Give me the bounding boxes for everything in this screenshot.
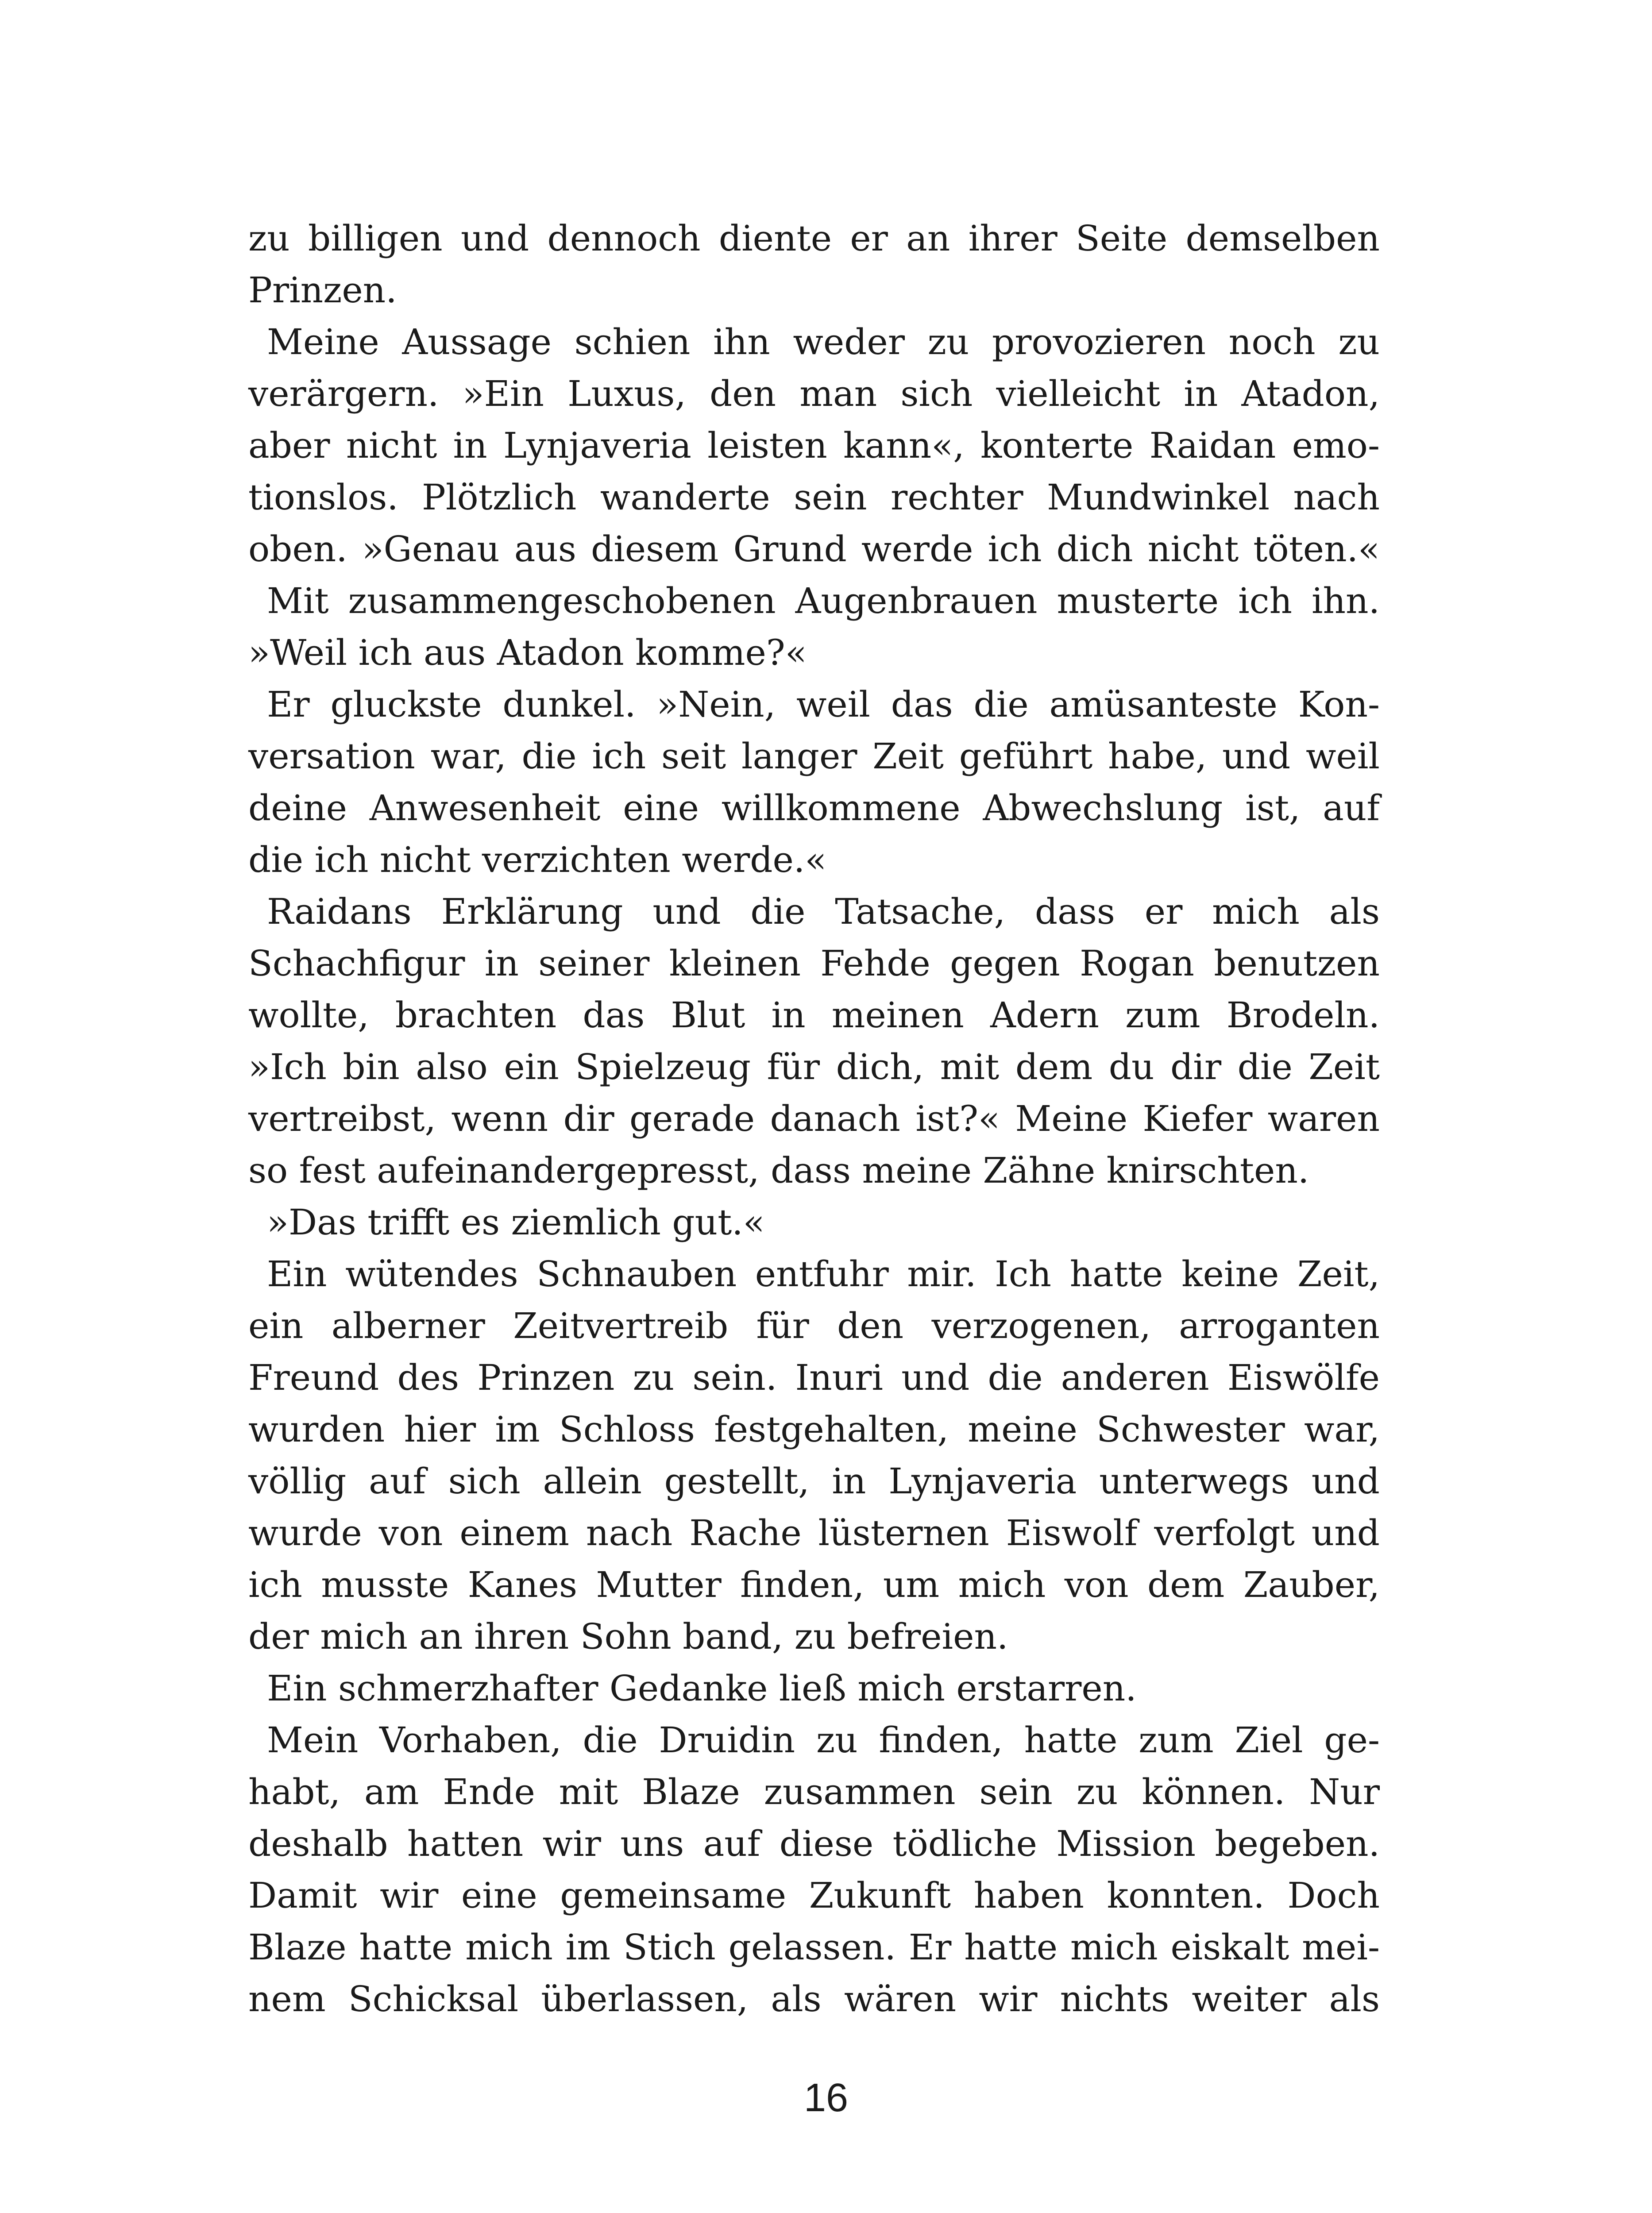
text-line: aber nicht in Lynjaveria leisten kann«, konterte Raidan emo- — [248, 425, 1380, 466]
text-line: verärgern. »Ein Luxus, den man sich vielleicht in Atadon, — [248, 373, 1380, 414]
text-line: Schachfigur in seiner kleinen Fehde gegen Rogan benutzen — [248, 943, 1380, 984]
text-line: oben. »Genau aus diesem Grund werde ich dich nicht töten.« — [248, 528, 1380, 570]
text-line: »Ich bin also ein Spielzeug für dich, mit dem du dir die Zeit — [248, 1046, 1380, 1087]
text-line: vertreibst, wenn dir gerade danach ist?« Meine Kiefer waren — [248, 1098, 1380, 1139]
text-line: Prinzen. — [248, 270, 397, 311]
text-line: so fest aufeinandergepresst, dass meine Zähne knirschten. — [248, 1150, 1309, 1191]
text-line: Freund des Prinzen zu sein. Inuri und die anderen Eiswölfe — [248, 1357, 1380, 1398]
text-line: Mein Vorhaben, die Druidin zu finden, hatte zum Ziel ge- — [267, 1720, 1380, 1761]
text-line: Damit wir eine gemeinsame Zukunft haben konnten. Doch — [248, 1875, 1380, 1916]
text-line: Er gluckste dunkel. »Nein, weil das die amüsanteste Kon- — [267, 684, 1380, 725]
text-line: Ein wütendes Schnauben entfuhr mir. Ich hatte keine Zeit, — [267, 1253, 1380, 1295]
body-text — [248, 212, 1380, 2025]
text-line: Mit zusammengeschobenen Augenbrauen musterte ich ihn. — [267, 580, 1380, 621]
text-line: deine Anwesenheit eine willkommene Abwechslung ist, auf — [248, 787, 1380, 829]
text-line: wollte, brachten das Blut in meinen Adern zum Brodeln. — [248, 995, 1380, 1036]
text-line: habt, am Ende mit Blaze zusammen sein zu können. Nur — [248, 1771, 1380, 1812]
page-number: 16 — [803, 2076, 849, 2120]
text-line: wurden hier im Schloss festgehalten, meine Schwester war, — [248, 1409, 1380, 1450]
text-line: ein alberner Zeitvertreib für den verzogenen, arroganten — [248, 1305, 1380, 1346]
text-line: die ich nicht verzichten werde.« — [248, 839, 827, 880]
text-line: Blaze hatte mich im Stich gelassen. Er hatte mich eiskalt mei- — [248, 1927, 1380, 1968]
text-line: versation war, die ich seit langer Zeit geführt habe, und weil — [248, 736, 1380, 777]
text-line: nem Schicksal überlassen, als wären wir nichts weiter als — [248, 1978, 1380, 2020]
text-line: »Weil ich aus Atadon komme?« — [248, 632, 807, 673]
text-line: wurde von einem nach Rache lüsternen Eiswolf verfolgt und — [248, 1512, 1380, 1554]
text-line: völlig auf sich allein gestellt, in Lynjaveria unterwegs und — [248, 1461, 1380, 1502]
text-line: Meine Aussage schien ihn weder zu provozieren noch zu — [267, 321, 1380, 362]
text-line: der mich an ihren Sohn band, zu befreien. — [248, 1616, 1008, 1657]
text-line: »Das trifft es ziemlich gut.« — [267, 1202, 765, 1243]
text-line: deshalb hatten wir uns auf diese tödliche Mission begeben. — [248, 1823, 1380, 1864]
text-line: Ein schmerzhafter Gedanke ließ mich erstarren. — [267, 1668, 1137, 1709]
text-line: Raidans Erklärung und die Tatsache, dass er mich als — [267, 891, 1380, 932]
text-line: ich musste Kanes Mutter finden, um mich von dem Zauber, — [248, 1564, 1380, 1605]
text-line: tionslos. Plötzlich wanderte sein rechter Mundwinkel nach — [248, 477, 1380, 518]
text-line: zu billigen und dennoch diente er an ihrer Seite demselben — [248, 218, 1380, 259]
